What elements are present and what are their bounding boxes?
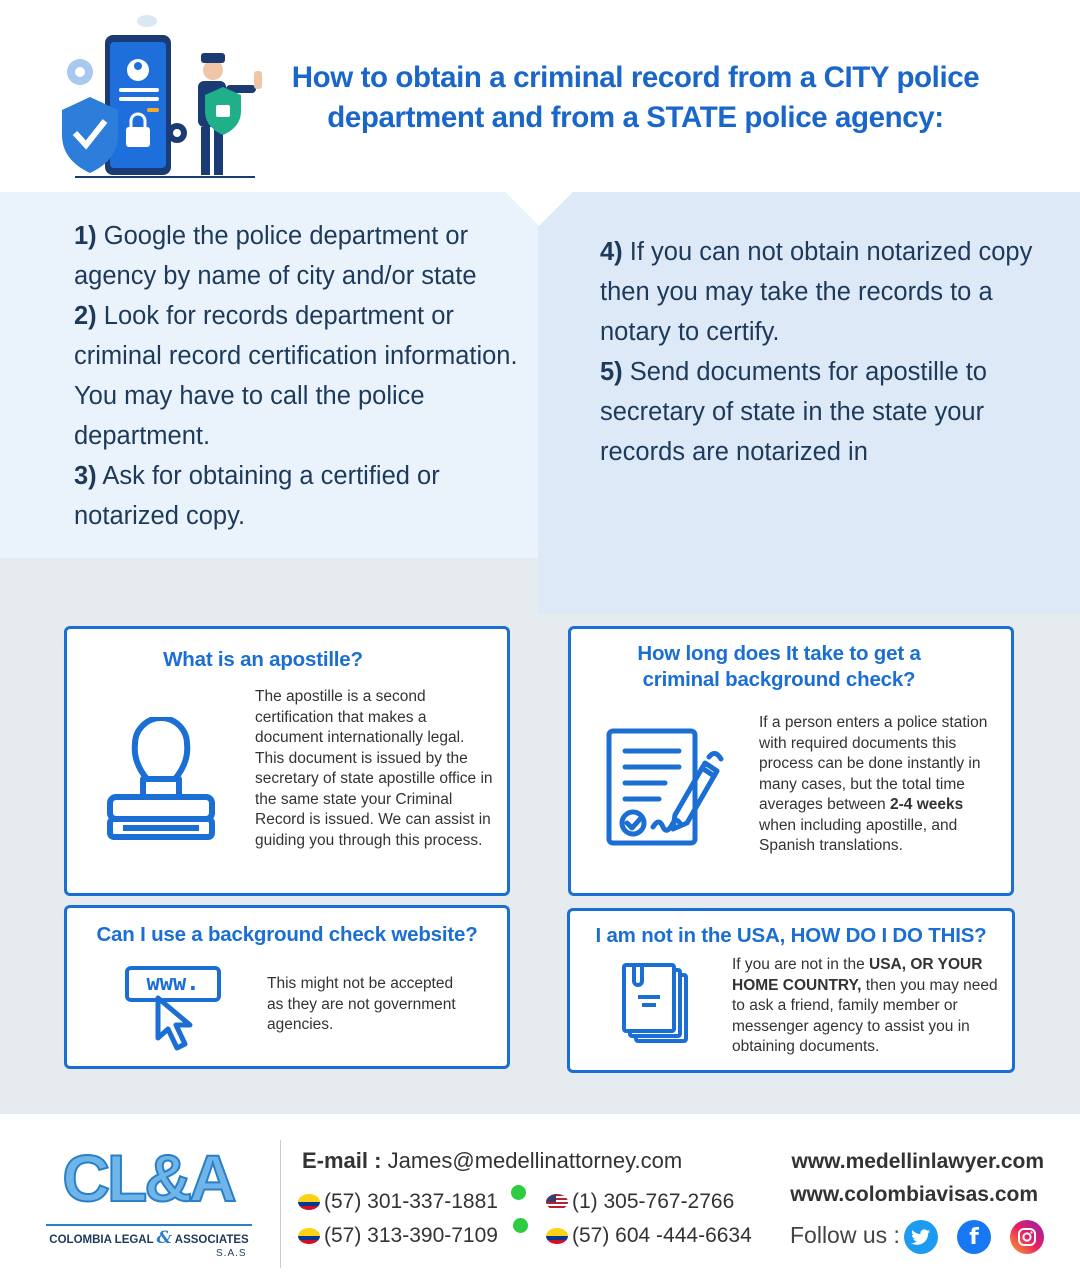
step-number: 2) xyxy=(74,302,97,330)
card-not-in-usa xyxy=(567,908,1015,1073)
step-text: Ask for obtaining a certified or notarized copy. xyxy=(74,462,440,530)
colombia-flag-icon xyxy=(298,1194,320,1210)
facebook-icon[interactable]: f xyxy=(957,1220,991,1254)
phone-number: (57) 313-390-7109 xyxy=(324,1224,498,1247)
step-number: 4) xyxy=(600,238,623,266)
phone-2[interactable] xyxy=(546,1190,734,1214)
step-3 xyxy=(74,456,524,536)
cursor-icon xyxy=(153,994,199,1052)
logo-rule xyxy=(46,1224,252,1226)
footer-divider xyxy=(280,1140,281,1268)
phone-number: (57) 604 -444-6634 xyxy=(572,1224,752,1247)
card-website xyxy=(64,905,510,1069)
step-number: 1) xyxy=(74,222,97,250)
card-body xyxy=(759,713,995,857)
documents-stack-icon xyxy=(620,961,692,1045)
logo-sub-right: ASSOCIATES xyxy=(174,1234,249,1246)
page-title xyxy=(268,58,1003,138)
logo-sub-left: COLOMBIA LEGAL xyxy=(49,1234,154,1246)
twitter-icon[interactable] xyxy=(904,1220,938,1254)
card-apostille xyxy=(64,626,510,896)
website-link-1[interactable]: www.medellinlawyer.com xyxy=(791,1150,1044,1173)
card-title: What is an apostille? xyxy=(163,648,363,671)
card-title xyxy=(571,641,987,693)
www-click-icon: www. xyxy=(125,966,221,1002)
logo-subtitle xyxy=(46,1228,252,1248)
usa-flag-icon xyxy=(546,1194,568,1210)
logo-main-text: CL&A xyxy=(62,1141,234,1215)
step-2 xyxy=(74,296,524,456)
step-text: Look for records department or criminal record certification information. You may have to call the police department. xyxy=(74,302,518,450)
whatsapp-icon xyxy=(511,1185,526,1200)
step-4 xyxy=(600,232,1040,352)
security-police-illustration-icon xyxy=(55,15,270,185)
card-body-text: then you may need to ask a friend, family member or messenger agency to assist you in obtaining documents. xyxy=(732,976,998,1055)
title-line-2: department and from a STATE police agency: xyxy=(327,101,944,134)
logo-sas: S.A.S xyxy=(216,1248,247,1259)
phone-4[interactable] xyxy=(546,1224,752,1248)
step-number: 3) xyxy=(74,462,97,490)
email-link[interactable]: James@medellinattorney.com xyxy=(381,1148,683,1173)
card-body: The apostille is a second certification that makes a document internationally legal. This document is issued by the secretary of state apostille office in the same state your Criminal Record is issued. We can assist in guiding you through this process. xyxy=(255,688,493,849)
steps-list-right xyxy=(600,232,1040,472)
company-logo xyxy=(46,1140,252,1264)
step-1 xyxy=(74,216,524,296)
colombia-flag-icon xyxy=(298,1228,320,1244)
step-text: Send documents for apostille to secretary of state in the state your records are notarized in xyxy=(600,358,987,466)
card-body xyxy=(732,955,1002,1058)
website-link-2[interactable]: www.colombiavisas.com xyxy=(790,1183,1038,1206)
card-title-line-1: How long does It take to get a xyxy=(637,642,921,665)
step-number: 5) xyxy=(600,358,623,386)
step-text: Google the police department or agency by name of city and/or state xyxy=(74,222,477,290)
logo-sub-amp: & xyxy=(156,1228,172,1248)
email-label: E-mail : xyxy=(302,1148,382,1173)
whatsapp-icon xyxy=(513,1218,528,1233)
phone-1[interactable] xyxy=(298,1190,498,1214)
title-line-1: How to obtain a criminal record from a CITY police xyxy=(291,61,980,94)
step-5 xyxy=(600,352,1040,472)
card-title: I am not in the USA, HOW DO I DO THIS? xyxy=(595,924,987,947)
card-title-line-2: criminal background check? xyxy=(642,668,916,691)
card-body-bold: USA, OR YOUR HOME COUNTRY, xyxy=(732,956,983,994)
follow-label: Follow us : xyxy=(790,1222,900,1248)
header xyxy=(0,0,1080,192)
phone-3[interactable] xyxy=(298,1224,498,1248)
instagram-icon[interactable] xyxy=(1010,1220,1044,1254)
card-body: This might not be accepted as they are not government agencies. xyxy=(267,975,456,1033)
card-body-bold: 2-4 weeks xyxy=(889,796,964,813)
card-body-text: If you are not in the xyxy=(732,956,870,973)
email-line xyxy=(302,1148,682,1174)
phone-number: (57) 301-337-1881 xyxy=(324,1190,498,1213)
card-how-long xyxy=(568,626,1014,896)
steps-list-left xyxy=(74,216,524,536)
colombia-flag-icon xyxy=(546,1228,568,1244)
phone-number: (1) 305-767-2766 xyxy=(572,1190,735,1213)
card-body-text: If a person enters a police station with required documents this process can be done instantly in many cases, but the total time averages between xyxy=(759,714,988,813)
card-title: Can I use a background check website? xyxy=(96,923,478,946)
steps-panel-right-extension xyxy=(538,558,1080,614)
step-text: If you can not obtain notarized copy then you may take the records to a notary to certify. xyxy=(600,238,1033,346)
stamp-icon xyxy=(105,717,217,843)
card-body-text: when including apostille, and Spanish translations. xyxy=(759,816,958,854)
signed-document-icon xyxy=(605,727,725,847)
